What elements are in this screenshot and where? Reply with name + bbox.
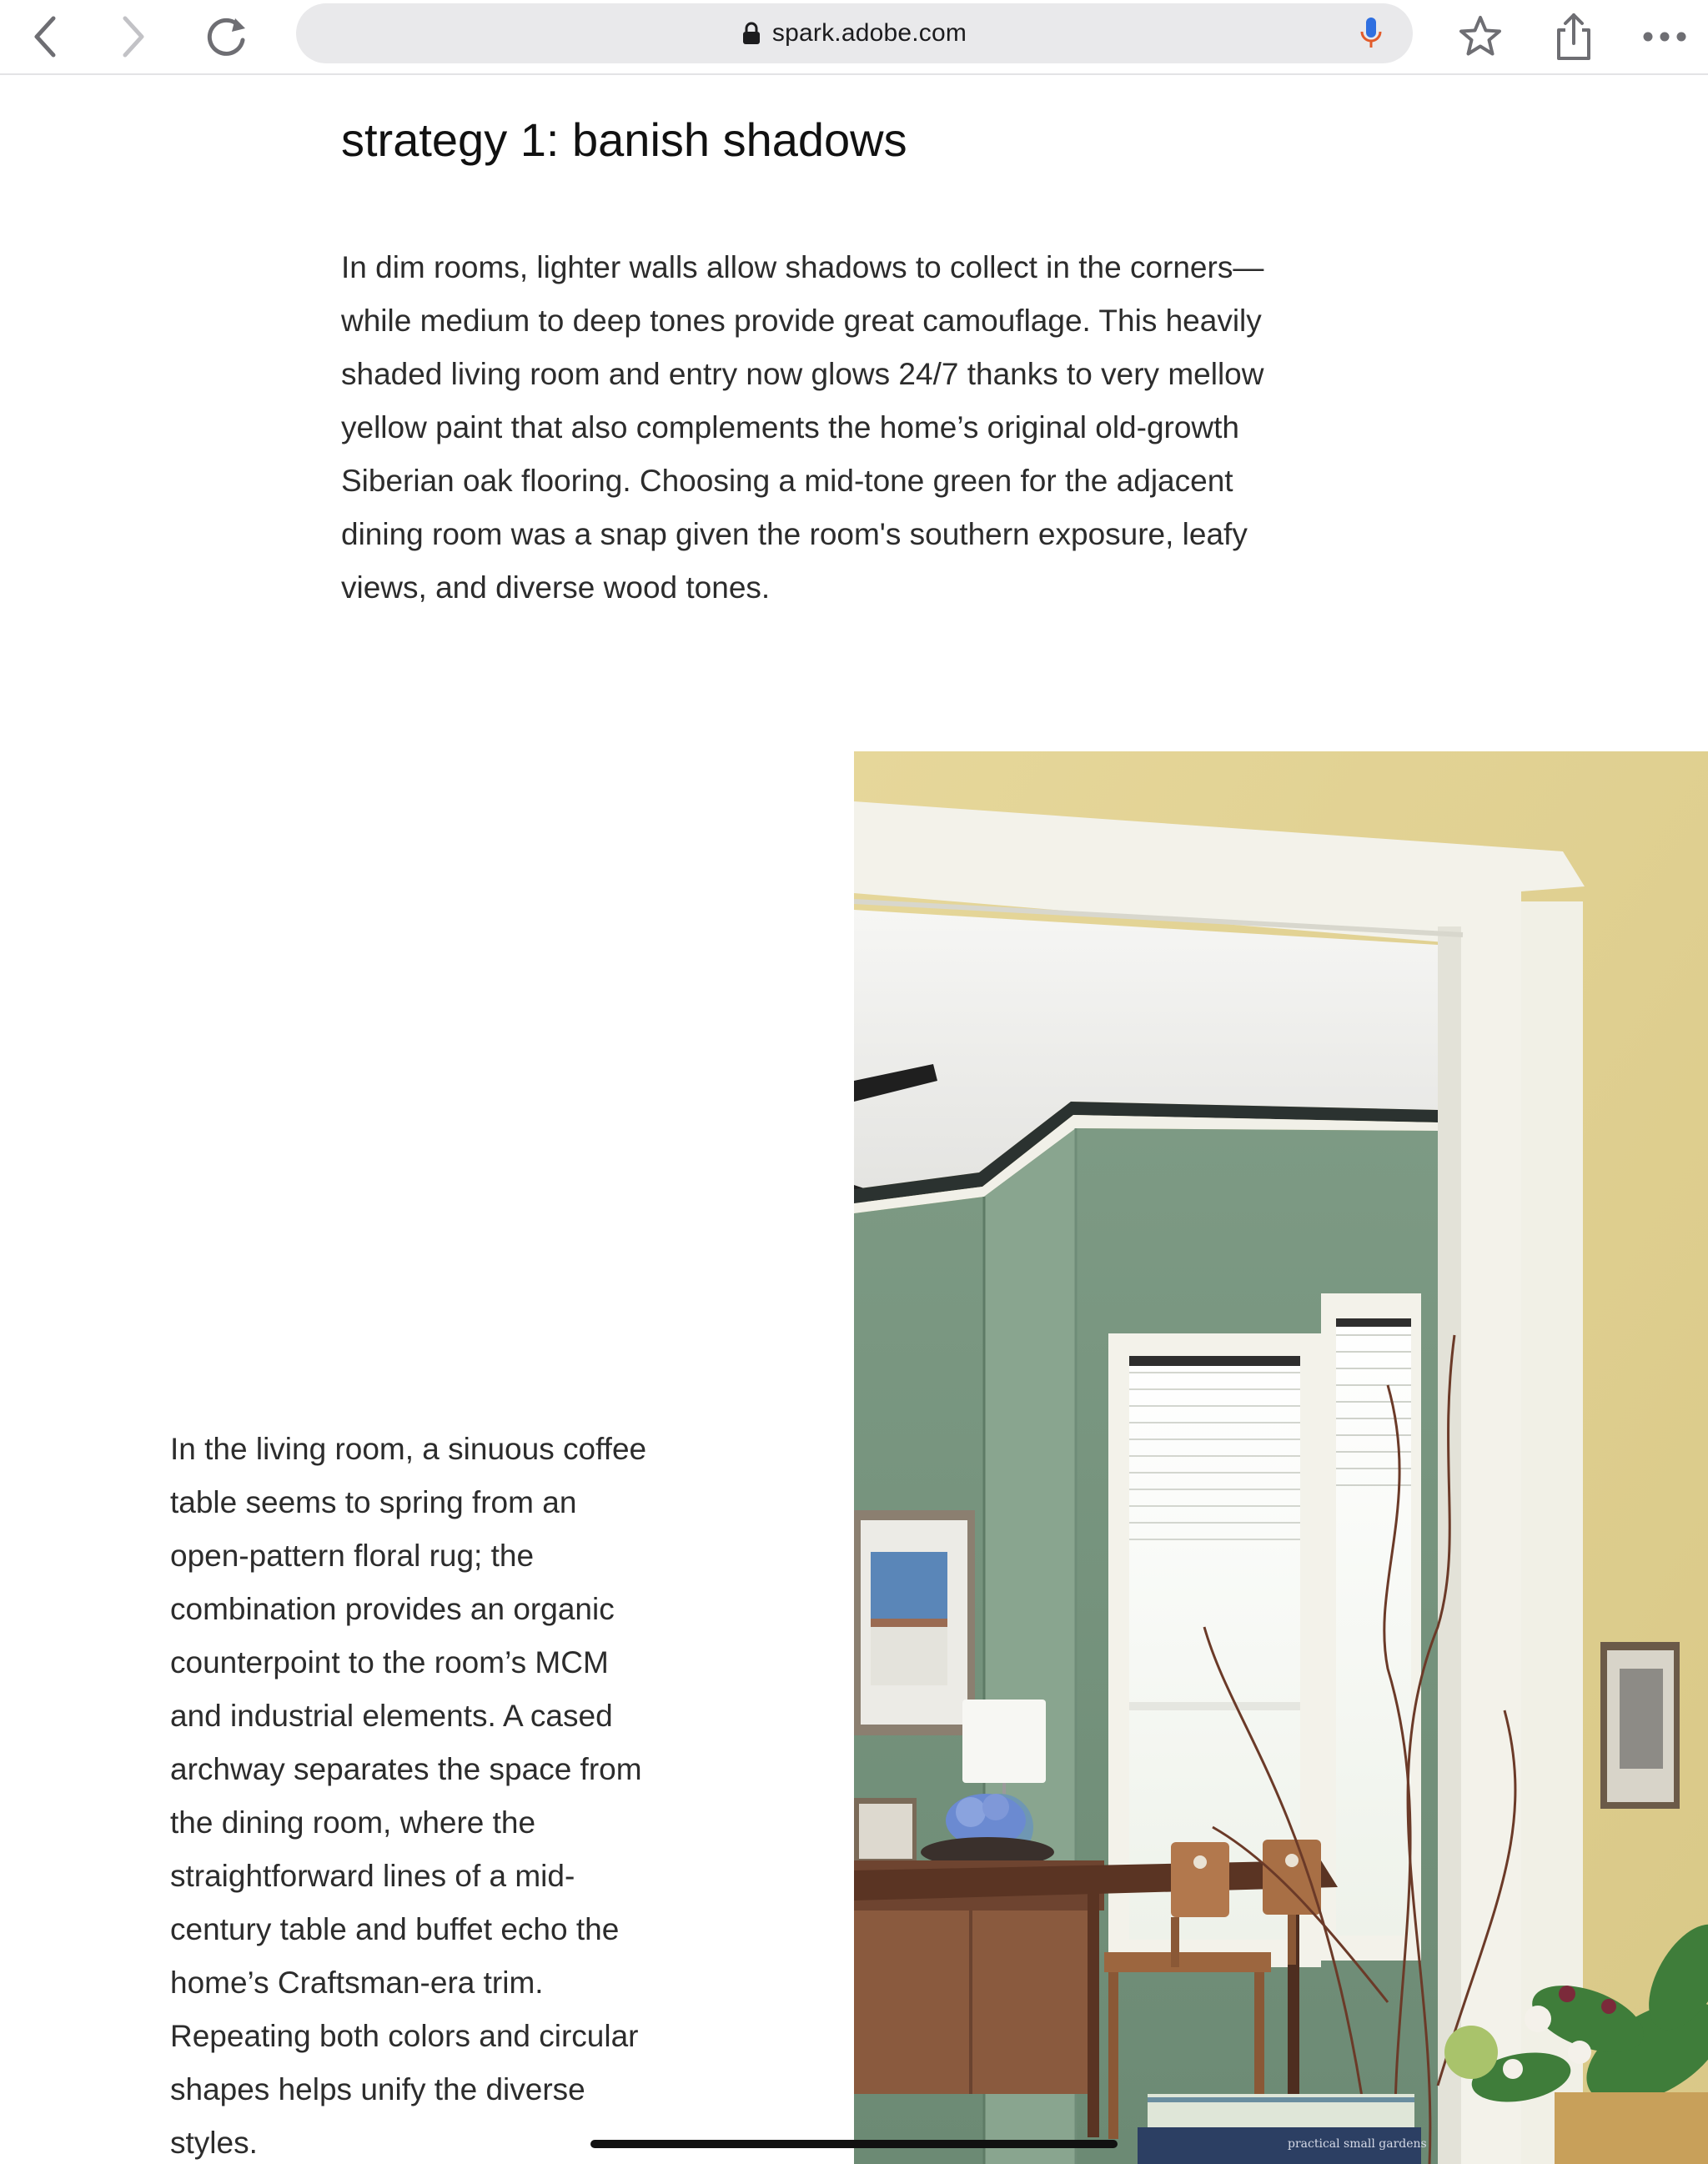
- side-line: the dining room, where the: [170, 1805, 536, 1840]
- side-line: In the living room, a sinuous coffee: [170, 1432, 647, 1466]
- chevron-left-icon: [28, 13, 62, 60]
- intro-line: while medium to deep tones provide great camouflage. This heavily: [341, 304, 1262, 338]
- side-line: counterpoint to the room’s MCM: [170, 1645, 609, 1679]
- address-content: [296, 3, 1413, 63]
- bookmark-button[interactable]: [1452, 8, 1509, 65]
- room-photo-illustration: [854, 751, 1708, 2164]
- side-line: straightforward lines of a mid-: [170, 1859, 575, 1893]
- intro-line: Siberian oak flooring. Choosing a mid-tone green for the adjacent: [341, 464, 1233, 498]
- book-spine-text: practical small gardens: [1288, 2137, 1427, 2151]
- microphone-icon: [1360, 17, 1382, 50]
- more-dots-icon: [1641, 28, 1688, 45]
- intro-line: views, and diverse wood tones.: [341, 570, 771, 605]
- side-line: open-pattern floral rug; the: [170, 1539, 535, 1573]
- article-title: strategy 1: banish shadows: [341, 113, 907, 166]
- back-button[interactable]: [17, 8, 73, 65]
- side-line: century table and buffet echo the: [170, 1912, 620, 1946]
- home-indicator: [590, 2140, 1118, 2148]
- intro-line: dining room was a snap given the room's southern exposure, leafy: [341, 517, 1248, 551]
- reload-button[interactable]: [198, 8, 255, 65]
- more-button[interactable]: [1636, 8, 1693, 65]
- side-line: table seems to spring from an: [170, 1485, 577, 1519]
- intro-line: In dim rooms, lighter walls allow shadows to collect in the corners—: [341, 250, 1264, 284]
- intro-line: shaded living room and entry now glows 24/7 thanks to very mellow: [341, 357, 1264, 391]
- lock-icon: [742, 22, 761, 45]
- side-line: archway separates the space from: [170, 1752, 642, 1786]
- share-button[interactable]: [1545, 8, 1602, 65]
- side-line: shapes helps unify the diverse: [170, 2072, 585, 2106]
- side-line: home’s Craftsman-era trim.: [170, 1966, 544, 2000]
- address-bar[interactable]: [296, 3, 1413, 63]
- share-icon: [1550, 12, 1597, 62]
- room-photo: [854, 751, 1708, 2164]
- side-line: Repeating both colors and circular: [170, 2019, 639, 2053]
- intro-paragraph: [341, 241, 1342, 615]
- voice-search-button[interactable]: [1353, 15, 1389, 52]
- reload-icon: [203, 13, 250, 60]
- browser-toolbar: [0, 0, 1708, 75]
- side-line: and industrial elements. A cased: [170, 1699, 613, 1733]
- chevron-right-icon: [117, 13, 150, 60]
- side-paragraph: [170, 1423, 704, 2164]
- star-icon: [1457, 13, 1504, 60]
- intro-line: yellow paint that also complements the home’s original old-growth: [341, 410, 1239, 444]
- forward-button[interactable]: [105, 8, 162, 65]
- url-text: spark.adobe.com: [771, 19, 967, 47]
- side-line: combination provides an organic: [170, 1592, 615, 1626]
- side-line: styles.: [170, 2126, 258, 2160]
